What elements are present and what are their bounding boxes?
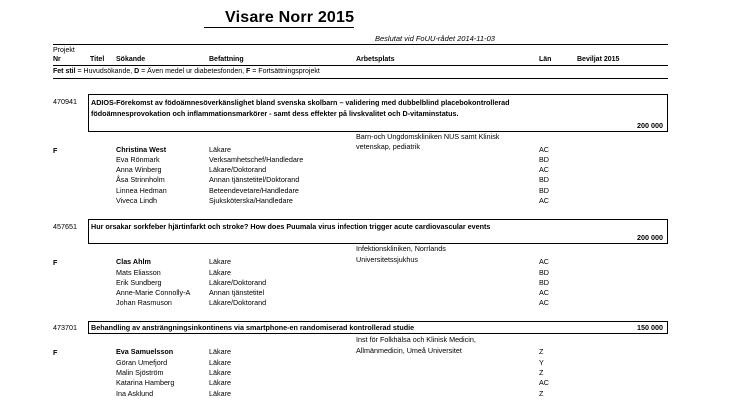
member-role: Läkare xyxy=(209,368,231,377)
project-workplace: Allmänmedicin, Umeå Universitet xyxy=(356,346,462,355)
header-arbetsplats: Arbetsplats xyxy=(356,56,395,63)
page-title: Visare Norr 2015 xyxy=(225,9,355,26)
header-sokande: Sökande xyxy=(116,56,146,63)
member-lan: AC xyxy=(539,378,549,387)
project-type: F xyxy=(53,146,58,155)
member-lan: BD xyxy=(539,186,549,195)
member-role: Läkare xyxy=(209,378,231,387)
member-lan: AC xyxy=(539,196,549,205)
member-lan: Y xyxy=(539,358,544,367)
project-amount: 200 000 xyxy=(637,121,663,130)
header-befattning: Befattning xyxy=(209,56,244,63)
member-name: Göran Umefjord xyxy=(116,358,168,367)
member-name: Anna Winberg xyxy=(116,165,162,174)
title-underline xyxy=(204,27,354,28)
member-name: Eva Rönmark xyxy=(116,155,160,164)
member-role: Beteendevetare/Handledare xyxy=(209,186,299,195)
member-name: Johan Rasmuson xyxy=(116,298,172,307)
project-id: 473701 xyxy=(53,323,77,332)
member-name: Katarina Hamberg xyxy=(116,378,175,387)
header-beviljat: Beviljat 2015 xyxy=(577,56,620,63)
member-lan: BD xyxy=(539,278,549,287)
member-role: Läkare xyxy=(209,389,231,398)
applicant-name: Clas Ahlm xyxy=(116,257,151,266)
member-lan: BD xyxy=(539,155,549,164)
applicant-role: Läkare xyxy=(209,257,231,266)
header-projekt: Projekt xyxy=(53,47,75,54)
header-mid-rule xyxy=(53,65,668,66)
project-title: Behandling av ansträngningsinkontinens via smartphone-en randomiserad kontrollerad studie xyxy=(91,323,415,332)
member-role: Annan tjänstetitel/Doktorand xyxy=(209,175,300,184)
member-lan: AC xyxy=(539,165,549,174)
member-role: Verksamhetschef/Handledare xyxy=(209,155,304,164)
member-role: Läkare xyxy=(209,358,231,367)
project-workplace: vetenskap, pediatrik xyxy=(356,142,420,151)
member-lan: Z xyxy=(539,368,544,377)
project-id: 470941 xyxy=(53,97,77,106)
project-id: 457651 xyxy=(53,222,77,231)
decision-note: Beslutat vid FoUU-rådet 2014-11-03 xyxy=(375,34,495,43)
member-name: Åsa Strinnholm xyxy=(116,175,165,184)
member-lan: BD xyxy=(539,175,549,184)
header-titel: Titel xyxy=(90,56,105,63)
legend: Fet stil = Huvudsökande, D = Även medel ur diabetesfonden, F = Fortsättningsprojekt xyxy=(53,68,320,75)
member-name: Mats Eliasson xyxy=(116,268,161,277)
applicant-role: Läkare xyxy=(209,145,231,154)
member-name: Erik Sundberg xyxy=(116,278,162,287)
project-title: Hur orsakar sorkfeber hjärtinfarkt och stroke? How does Puumala virus infection trigger acute cardiovascular events xyxy=(91,222,491,231)
member-role: Läkare/Doktorand xyxy=(209,165,267,174)
header-bottom-rule xyxy=(53,78,668,79)
applicant-name: Eva Samuelsson xyxy=(116,347,174,356)
member-name: Viveca Lindh xyxy=(116,196,158,205)
member-name: Linnea Hedman xyxy=(116,186,167,195)
header-top-rule xyxy=(53,44,668,45)
project-title: ADIOS-Förekomst av födoämnesöverkänslighet bland svenska skolbarn – validering med dubbelblind placebokontrollerad födoämnesprovokation och inflammationsmarkörer - samt dess effekter på livskvalitet och D-vitaminstatus. xyxy=(91,98,510,118)
applicant-lan: AC xyxy=(539,257,549,266)
applicant-lan: AC xyxy=(539,145,549,154)
project-workplace: Infektionskliniken, Norrlands xyxy=(356,244,446,253)
member-role: Läkare/Doktorand xyxy=(209,278,267,287)
applicant-lan: Z xyxy=(539,347,544,356)
project-type: F xyxy=(53,348,58,357)
project-workplace: Barn-och Ungdomskliniken NUS samt Klinisk xyxy=(356,132,500,141)
member-lan: AC xyxy=(539,288,549,297)
member-role: Annan tjänstetitel xyxy=(209,288,265,297)
member-lan: BD xyxy=(539,268,549,277)
project-type: F xyxy=(53,258,58,267)
project-workplace: Universitetssjukhus xyxy=(356,255,418,264)
member-lan: Z xyxy=(539,389,544,398)
project-workplace: Inst för Folkhälsa och Klinisk Medicin, xyxy=(356,335,476,344)
member-role: Läkare/Doktorand xyxy=(209,298,267,307)
member-name: Ina Asklund xyxy=(116,389,154,398)
applicant-name: Christina West xyxy=(116,145,167,154)
header-lan: Län xyxy=(539,56,552,63)
project-amount: 200 000 xyxy=(637,233,663,242)
applicant-role: Läkare xyxy=(209,347,231,356)
member-role: Läkare xyxy=(209,268,231,277)
member-lan: AC xyxy=(539,298,549,307)
member-name: Anne-Marie Connolly-A xyxy=(116,288,191,297)
header-nr: Nr xyxy=(53,56,61,63)
project-amount: 150 000 xyxy=(637,323,663,332)
member-role: Sjuksköterska/Handledare xyxy=(209,196,293,205)
member-name: Malin Sjöström xyxy=(116,368,164,377)
